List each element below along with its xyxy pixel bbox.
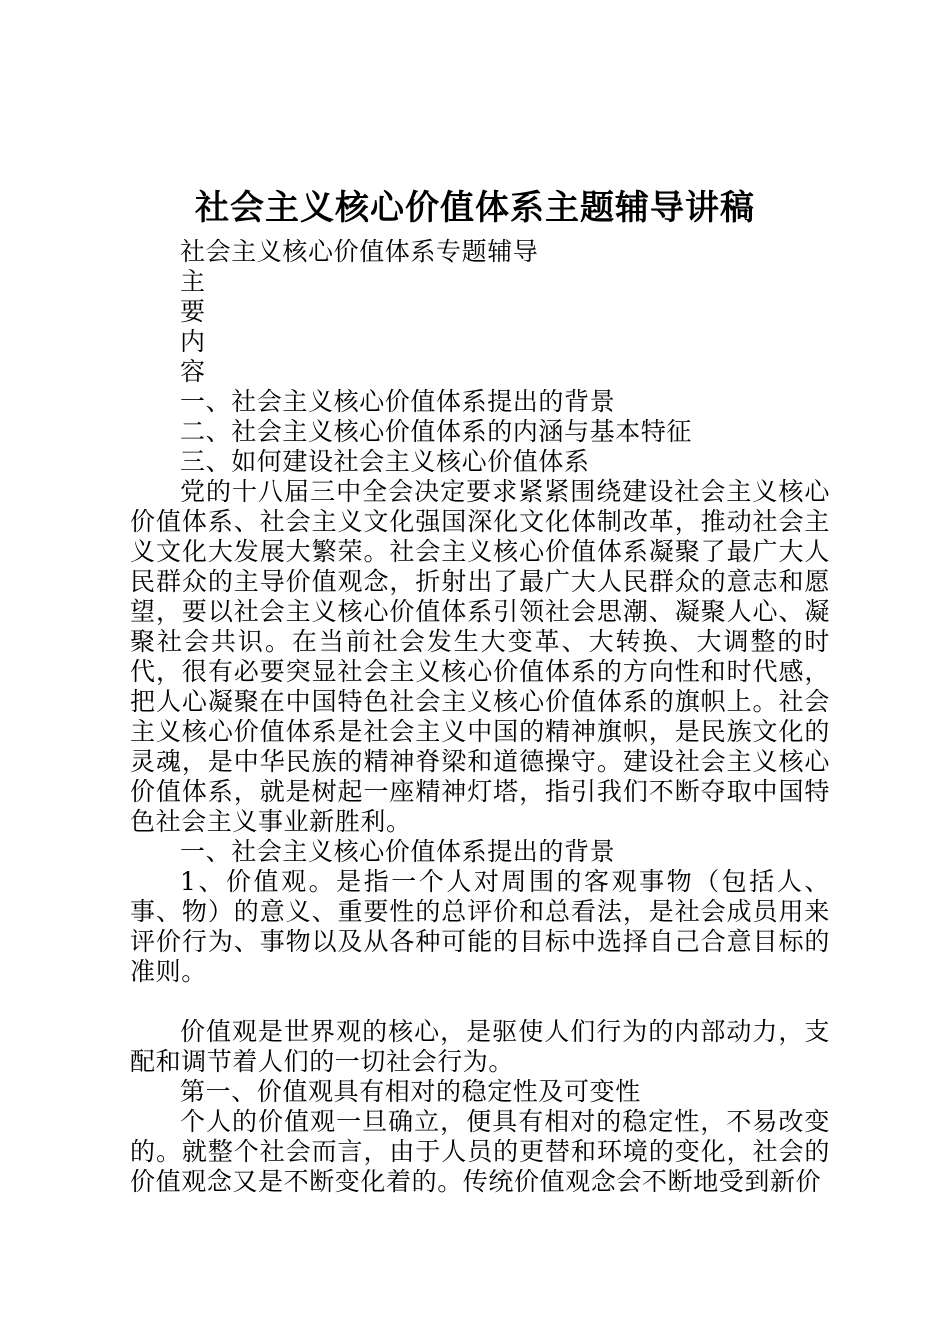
intro-paragraph: 党的十八届三中全会决定要求紧紧围绕建设社会主义核心价值体系、社会主义文化强国深化文化体制改革，推动社会主义文化大发展大繁荣。社会主义核心价值体系凝聚了最广大人民群众的主导价值观念，折射出了最广大人民群众的意志和愿望，要以社会主义核心价值体系引领社会思潮、凝聚人心、凝聚社会共识。在当前社会发生大变革、大转换、大调整的时代，很有必要突显社会主义核心价值体系的方向性和时代感，把人心凝聚在中国特色社会主义核心价值体系的旗帜上。社会主义核心价值体系是社会主义中国的精神旗帜，是民族文化的灵魂，是中华民族的精神脊梁和道德操守。建设社会主义核心价值体系，就是树起一座精神灯塔，指引我们不断夺取中国特色社会主义事业新胜利。: [130, 477, 830, 836]
body-paragraph: 1、价值观。是指一个人对周围的客观事物（包括人、事、物）的意义、重要性的总评价和总看法，是社会成员用来评价行为、事物以及从各种可能的目标中选择自己合意目标的准则。: [130, 867, 830, 986]
outline-item: 二、社会主义核心价值体系的内涵与基本特征: [180, 417, 693, 446]
paragraph-spacer: [130, 987, 830, 1017]
vertical-heading-char: 要: [180, 297, 206, 326]
vertical-heading-char: 容: [180, 357, 206, 386]
subtitle: 社会主义核心价值体系专题辅导: [180, 237, 539, 266]
body-paragraph: 价值观是世界观的核心，是驱使人们行为的内部动力，支配和调节着人们的一切社会行为。: [130, 1017, 830, 1076]
vertical-heading-char: 主: [180, 267, 206, 296]
document-title: 社会主义核心价值体系主题辅导讲稿: [195, 188, 755, 228]
vertical-heading-char: 内: [180, 327, 206, 356]
outline-item: 三、如何建设社会主义核心价值体系: [180, 447, 590, 476]
document-body: [130, 237, 830, 1197]
subsection-heading: 第一、价值观具有相对的稳定性及可变性: [180, 1077, 641, 1106]
outline-item: 一、社会主义核心价值体系提出的背景: [180, 387, 616, 416]
section-heading: 一、社会主义核心价值体系提出的背景: [180, 837, 616, 866]
body-paragraph: 个人的价值观一旦确立，便具有相对的稳定性，不易改变的。就整个社会而言，由于人员的更替和环境的变化，社会的价值观念又是不断变化着的。传统价值观念会不断地受到新价: [130, 1107, 830, 1196]
